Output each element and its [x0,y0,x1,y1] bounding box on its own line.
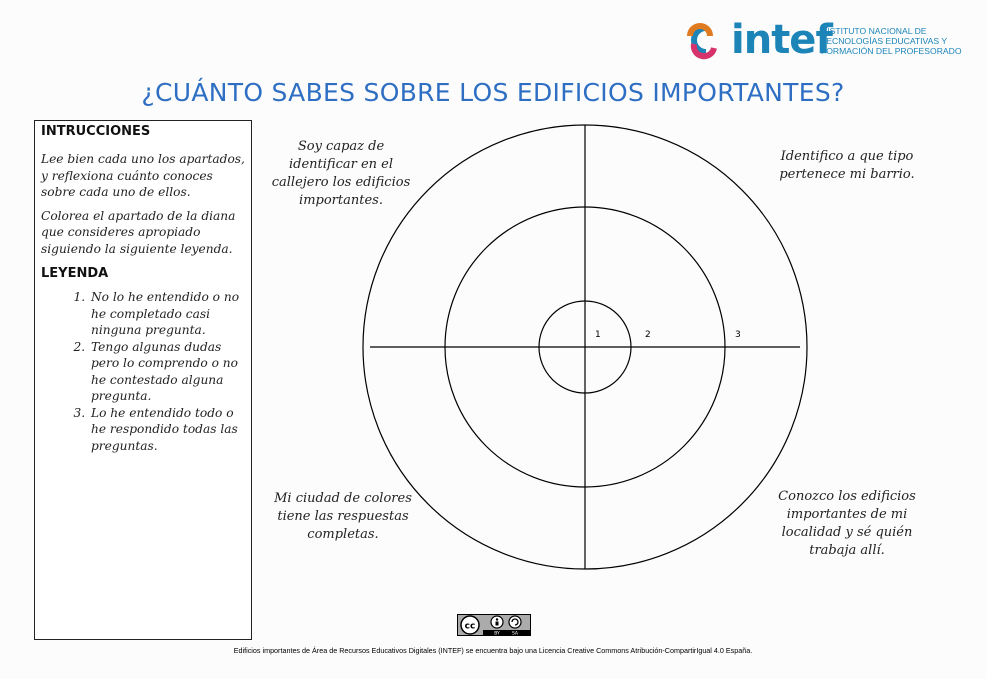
ring-number-3: 3 [735,330,741,340]
quadrant-label-top-left: Soy capaz de identificar en el callejero los edificios importantes. [271,139,411,208]
svg-text:SA: SA [511,631,519,636]
intef-logo [676,17,962,63]
cc-icon: cc [464,621,476,632]
instructions-panel [34,120,252,640]
logo-organization-name: INSTITUTO NACIONAL DE TECNOLOGÍAS EDUCATIVAS Y FORMACIÓN DEL PROFESORADO [821,26,962,56]
logo-wordmark: intef [731,17,832,63]
legend-item: 2. Tengo algunas dudas pero lo comprendo o no he contestado alguna pregunta. [89,339,251,405]
creative-commons-badge[interactable] [457,614,531,636]
license-footer-text: Edificios importantes de Área de Recursos Educativos Digitales (INTEF) se encuentra bajo una Licencia Creative Commons Atribución-CompartirIgual 4.0 España. [233,646,753,655]
page-title: ¿CUÁNTO SABES SOBRE LOS EDIFICIOS IMPORTANTES? [141,78,845,107]
svg-text:BY: BY [494,631,500,636]
legend-item: 1. No lo he entendido o no he completado casi ninguna pregunta. [89,289,251,339]
instructions-heading: INTRUCCIONES [41,124,151,139]
quadrant-label-bottom-right: Conozco los edificios importantes de mi localidad y sé quién trabaja allí. [778,489,916,558]
intef-emblem-icon [676,22,726,62]
quadrant-label-bottom-left: Mi ciudad de colores tiene las respuestas completas. [274,491,412,542]
instructions-paragraph-1: Lee bien cada uno los apartados, y reflexiona cuánto conoces sobre cada uno de ellos. [41,152,245,199]
quadrant-label-top-right: Identifico a que tipo pertenece mi barrio. [779,149,915,182]
sa-icon [509,616,521,628]
legend-heading: LEYENDA [41,266,109,281]
ring-number-2: 2 [645,330,651,340]
legend-item: 3. Lo he entendido todo o he respondido todas las preguntas. [89,405,251,455]
ring-number-1: 1 [595,330,601,340]
instructions-paragraph-2: Colorea el apartado de la diana que consideres apropiado siguiendo la siguiente leyenda. [41,208,236,256]
legend-list [35,289,251,454]
